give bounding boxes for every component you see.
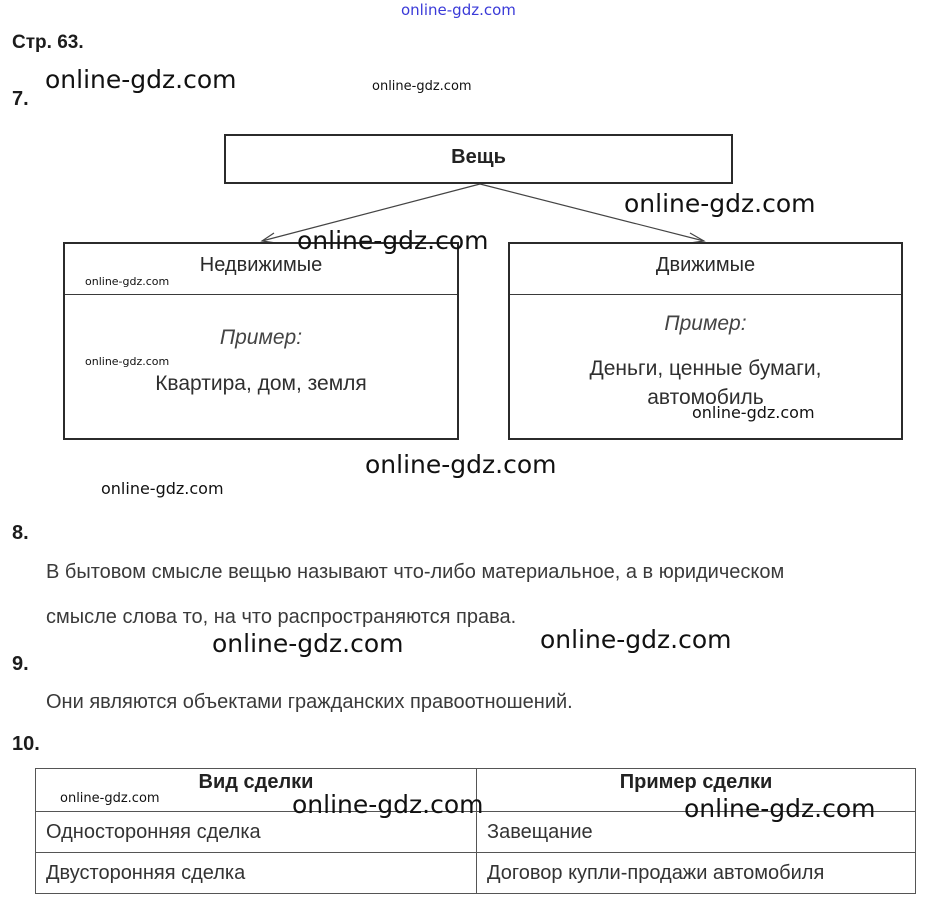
watermark-top: online-gdz.com (401, 1, 516, 19)
table-header-example: Пример сделки (477, 769, 916, 812)
task-9-text: Они являются объектами гражданских правоотношений. (46, 691, 573, 713)
page-label: Стр. 63. (12, 32, 84, 53)
immovable-divider (65, 294, 457, 295)
movable-example-line2: автомобиль (647, 386, 764, 409)
task-8-number: 8. (12, 522, 29, 544)
watermark: online-gdz.com (540, 625, 732, 654)
watermark: online-gdz.com (624, 189, 816, 218)
immovable-example-text: Квартира, дом, земля (155, 372, 367, 395)
watermark: online-gdz.com (85, 275, 170, 288)
watermark: online-gdz.com (45, 65, 237, 94)
table-header-type: Вид сделки (36, 769, 477, 812)
movable-example-line1: Деньги, ценные бумаги, (589, 357, 822, 380)
movable-title: Движимые (655, 254, 756, 276)
immovable-title: Недвижимые (199, 254, 323, 276)
watermark: online-gdz.com (365, 450, 557, 479)
watermark: online-gdz.com (60, 791, 160, 806)
movable-example-label: Пример: (664, 312, 747, 335)
watermark: online-gdz.com (101, 479, 224, 498)
watermark: online-gdz.com (85, 355, 170, 368)
watermark: online-gdz.com (292, 790, 484, 819)
watermark: online-gdz.com (684, 794, 876, 823)
table-cell: Завещание (477, 812, 916, 853)
table-cell: Односторонняя сделка (36, 812, 477, 853)
immovable-example-label: Пример: (219, 326, 303, 349)
root-box (224, 134, 733, 184)
watermark: online-gdz.com (692, 403, 815, 422)
watermark: online-gdz.com (297, 226, 489, 255)
immovable-box (63, 242, 459, 440)
root-label: Вещь (451, 146, 506, 168)
task-7-number: 7. (12, 88, 29, 110)
task-9-number: 9. (12, 653, 29, 675)
watermark: online-gdz.com (372, 79, 472, 94)
movable-divider (510, 294, 901, 295)
watermark: online-gdz.com (212, 629, 404, 658)
task-10-number: 10. (12, 733, 40, 755)
deals-table (35, 768, 916, 894)
table-cell: Договор купли-продажи автомобиля (477, 853, 916, 894)
task-8-line1: В бытовом смысле вещью называют что-либо материальное, а в юридическом (46, 561, 785, 583)
task-8-line2: смысле слова то, на что распространяются права. (46, 606, 517, 628)
table-row (36, 853, 916, 894)
table-cell: Двусторонняя сделка (36, 853, 477, 894)
